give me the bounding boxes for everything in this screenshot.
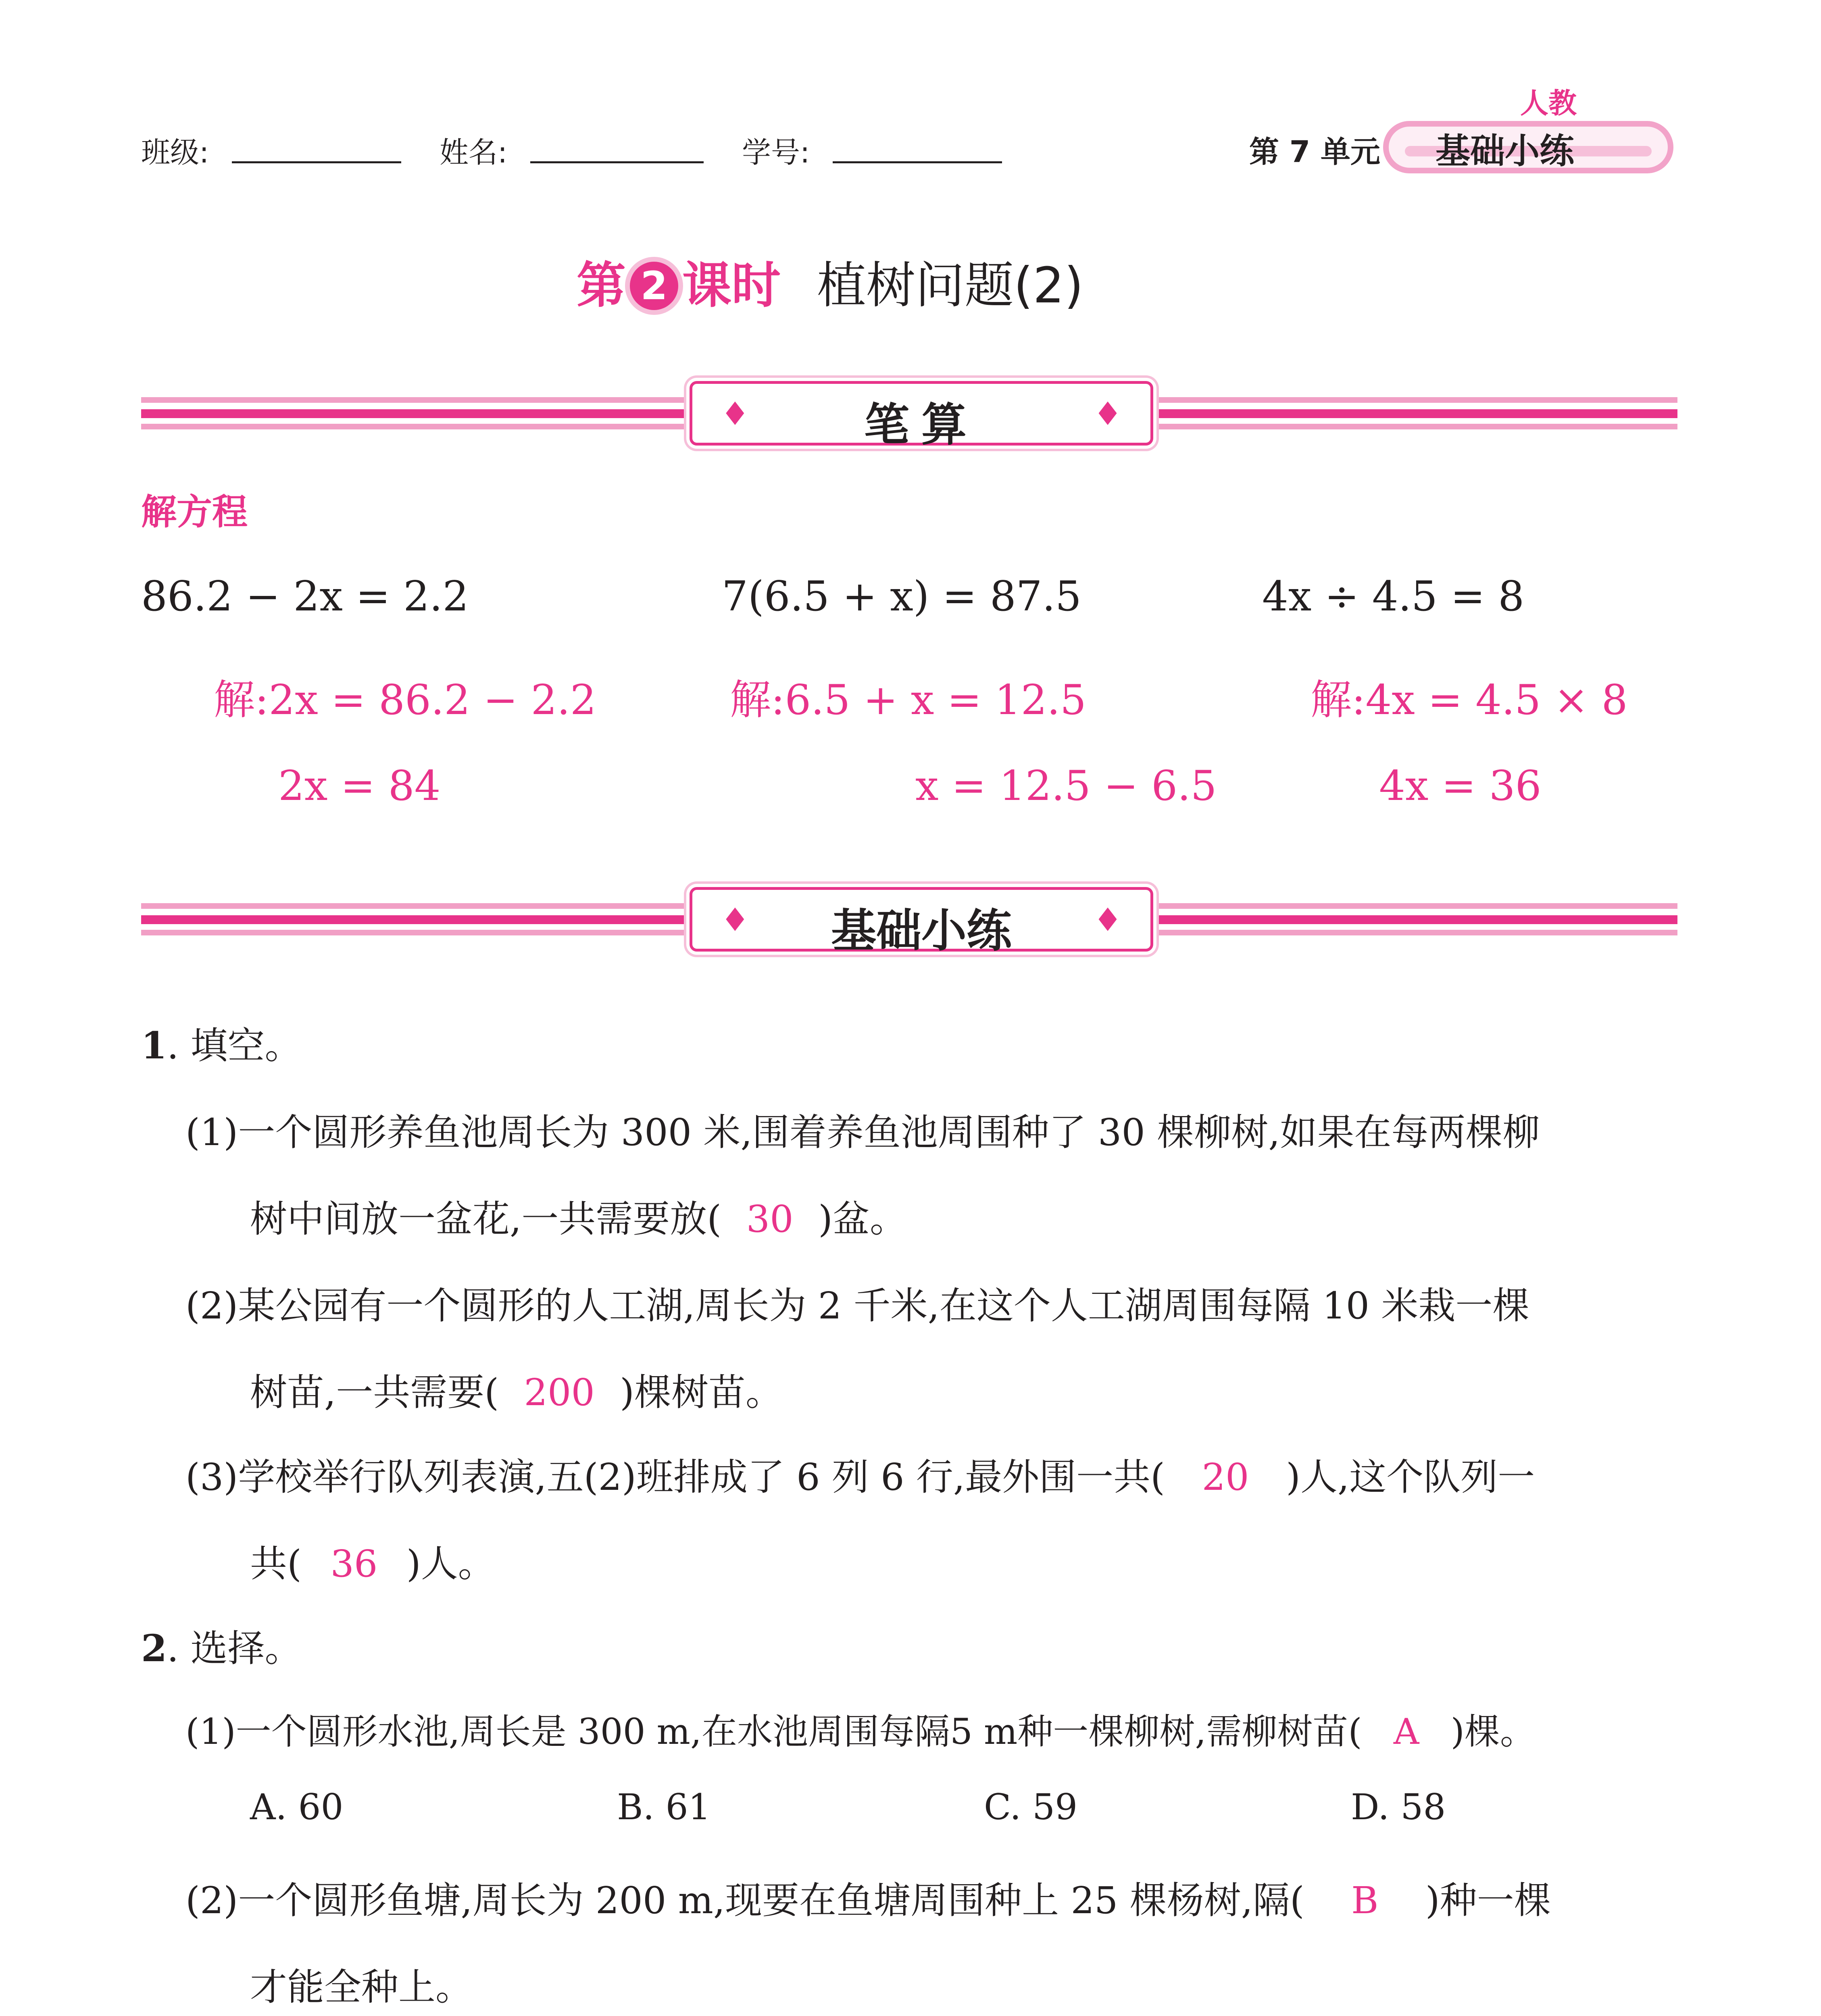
q1-item-3-line-1 [185, 1447, 1535, 1501]
option-c[interactable]: C. 59 [984, 1786, 1078, 1828]
option-b[interactable]: B. 61 [617, 1786, 711, 1828]
question-2-instruction: . 选择。 [167, 1627, 302, 1670]
equation-1: 86.2 − 2x = 2.2 [141, 573, 469, 621]
option-a[interactable]: A. 60 [250, 1786, 344, 1828]
name-label: 姓名: [440, 135, 508, 169]
student-id-blank[interactable] [833, 161, 1002, 163]
text: )种一棵 [1425, 1879, 1551, 1922]
text: )人。 [406, 1542, 495, 1585]
lesson-topic: 植树问题(2) [817, 257, 1083, 314]
solution-1-step-1: 解:2x = 86.2 − 2.2 [214, 676, 596, 724]
text: (1)一个圆形水池,周长是 300 m,在水池周围每隔5 m种一棵柳树,需柳树苗( [185, 1711, 1362, 1752]
equation-2: 7(6.5 + x) = 87.5 [722, 573, 1081, 621]
lesson-suffix: 课时 [682, 257, 781, 314]
lesson-title [577, 246, 1083, 317]
brand-series: 基础小练 [1436, 131, 1574, 171]
question-1-instruction: . 填空。 [167, 1024, 302, 1067]
brand-publisher: 人教 [1520, 87, 1577, 120]
question-2-number: 2 [141, 1627, 167, 1670]
section-banner-basic-practice [690, 887, 1153, 957]
option-d[interactable]: D. 58 [1351, 1786, 1446, 1828]
q2-item-1-line-1 [185, 1704, 1536, 1754]
q1-item-1-line-1: (1)一个圆形养鱼池周长为 300 米,围着养鱼池周围种了 30 棵柳树,如果在每两棵柳 [185, 1111, 1540, 1154]
question-1-heading [141, 1016, 302, 1069]
answer-blank[interactable]: A [1393, 1711, 1419, 1752]
q1-item-1-line-2 [250, 1189, 907, 1243]
answer-blank[interactable]: 20 [1202, 1456, 1249, 1499]
solution-1-step-2: 2x = 84 [278, 762, 441, 810]
section-banner-label: 基础小练 [831, 905, 1012, 957]
q1-item-3-line-2 [250, 1534, 495, 1587]
section-banner-written-calc [690, 381, 1153, 451]
text: 共( [250, 1542, 302, 1585]
lesson-prefix: 第 [577, 257, 626, 314]
answer-blank[interactable]: 30 [746, 1198, 794, 1241]
text: )棵树苗。 [620, 1371, 783, 1414]
solution-2-step-2: x = 12.5 − 6.5 [915, 762, 1217, 810]
question-1-number: 1 [141, 1024, 167, 1067]
q2-item-2-line-1 [185, 1871, 1551, 1924]
answer-blank[interactable]: B [1351, 1879, 1379, 1922]
solution-2-step-1: 解:6.5 + x = 12.5 [730, 676, 1086, 724]
solution-3-step-2: 4x = 36 [1379, 762, 1542, 810]
solution-3-step-1: 解:4x = 4.5 × 8 [1311, 676, 1628, 724]
diamond-icon: ♦ [721, 395, 750, 433]
answer-blank[interactable]: 200 [524, 1371, 595, 1414]
question-2-heading [141, 1619, 302, 1672]
equation-3: 4x ÷ 4.5 = 8 [1262, 573, 1525, 621]
class-blank[interactable] [232, 161, 401, 163]
text: (3)学校举行队列表演,五(2)班排成了 6 列 6 行,最外围一共( [185, 1456, 1165, 1499]
answer-blank[interactable]: 36 [330, 1542, 378, 1585]
text: )棵。 [1450, 1711, 1536, 1752]
diamond-icon: ♦ [1093, 395, 1122, 433]
name-blank[interactable] [530, 161, 704, 163]
diamond-icon: ♦ [721, 901, 750, 939]
q1-item-2-line-1: (2)某公园有一个圆形的人工湖,周长为 2 千米,在这个人工湖周围每隔 10 米栽一棵 [185, 1284, 1530, 1327]
q1-item-2-line-2 [250, 1363, 783, 1416]
subheading-solve-equations: 解方程 [141, 491, 248, 533]
text: 树苗,一共需要( [250, 1371, 499, 1414]
q2-item-2-line-2: 才能全种上。 [250, 1966, 473, 2009]
section-banner-label: 笔算 [864, 399, 979, 451]
diamond-icon: ♦ [1093, 901, 1122, 939]
lesson-number: 2 [630, 262, 678, 310]
unit-label: 第 7 单元 [1249, 135, 1381, 169]
student-id-label: 学号: [742, 135, 810, 169]
text: )人,这个队列一 [1286, 1456, 1535, 1499]
text: )盆。 [818, 1198, 907, 1241]
text: (2)一个圆形鱼塘,周长为 200 m,现要在鱼塘周围种上 25 棵杨树,隔( [185, 1879, 1304, 1922]
class-label: 班级: [141, 135, 209, 169]
text: 树中间放一盆花,一共需要放( [250, 1198, 722, 1241]
